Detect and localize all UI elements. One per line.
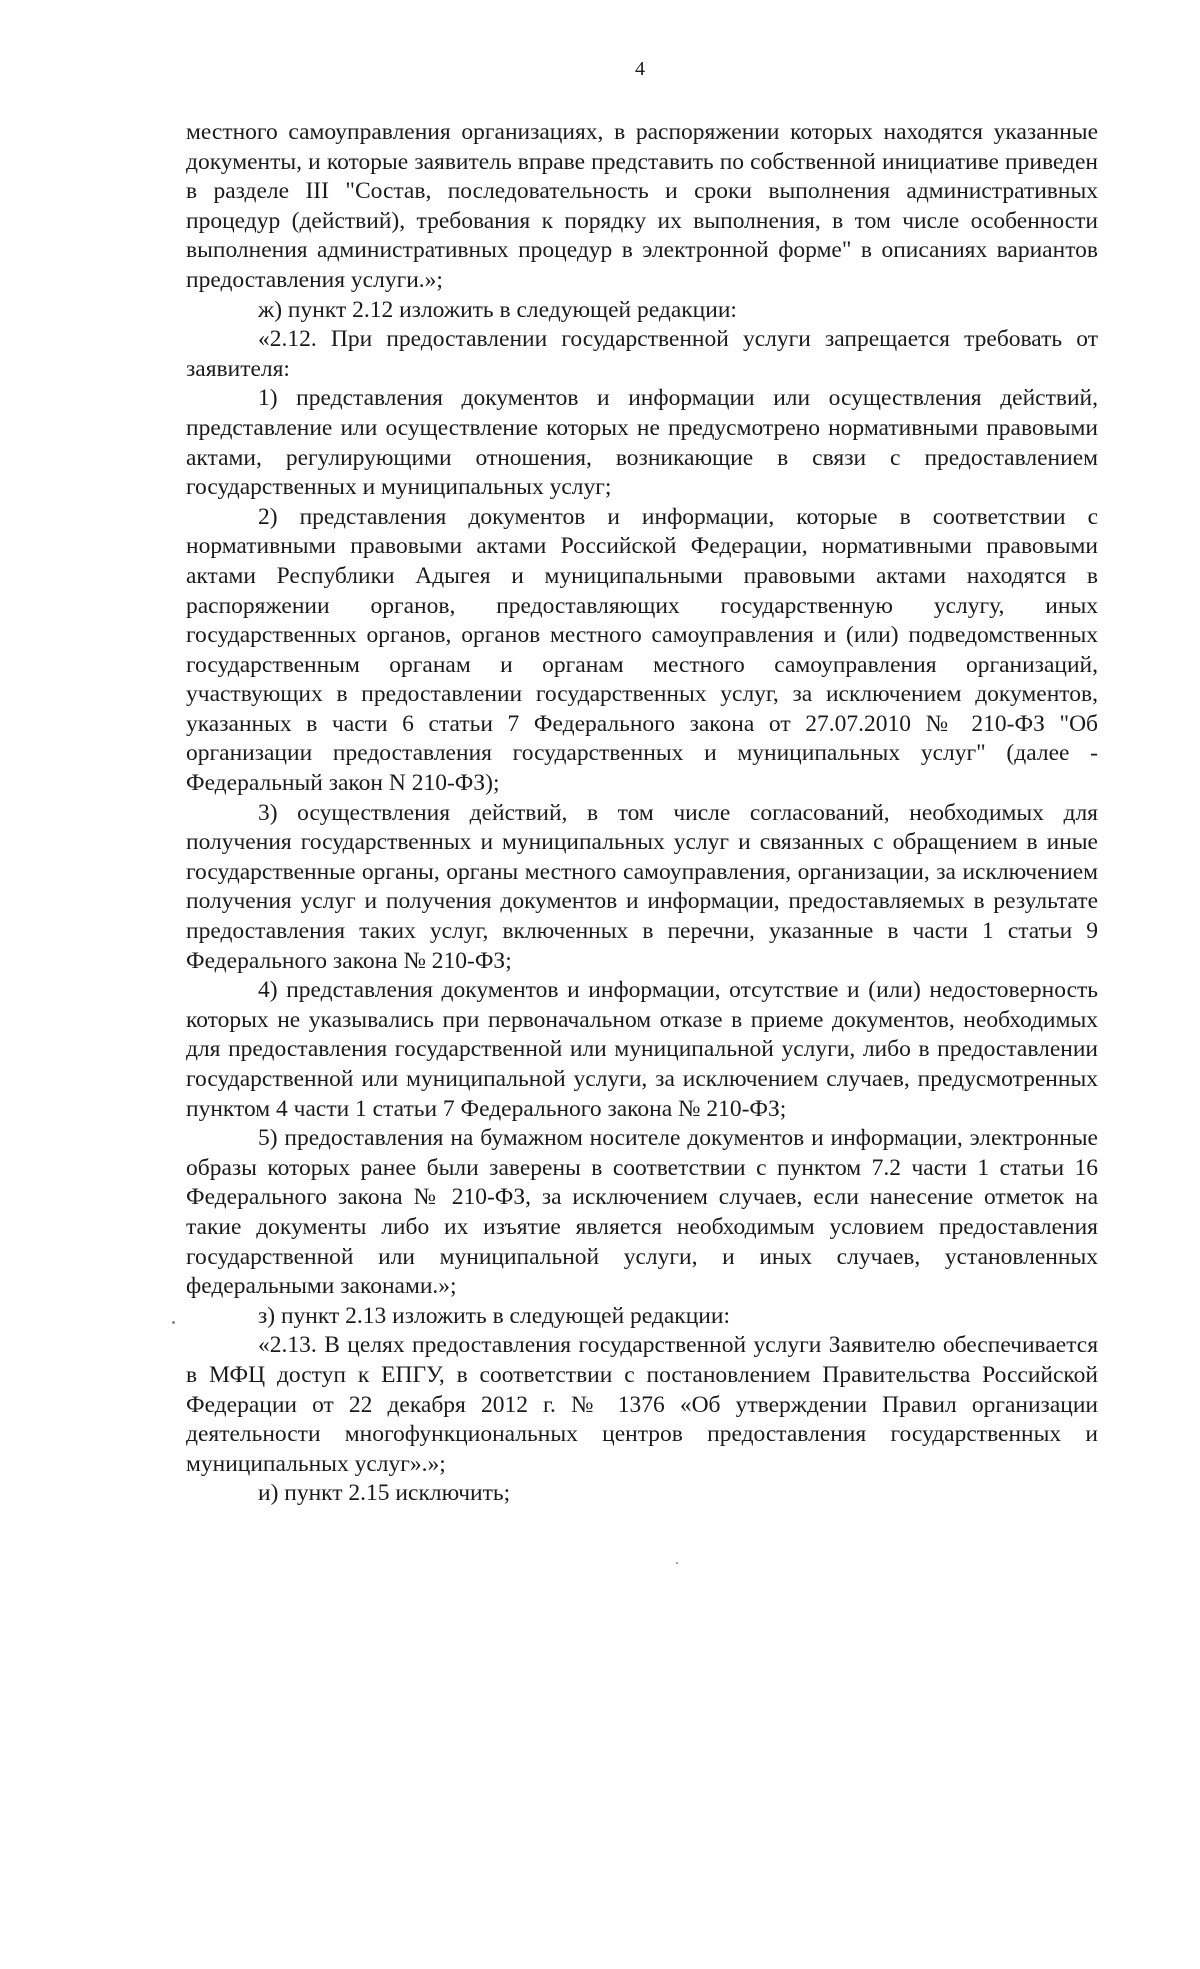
paragraph-2-12-heading: «2.12. При предоставлении государственной услуги запрещается требовать от заявителя: [186,326,1098,382]
paragraph-2-12-item-3: 3) осуществления действий, в том числе согласований, необходимых для получения государственных и муниципальных услуг и связанных с обращением в иные государственные органы, органы местного самоуправления, организации, за исключением получения услуг и получения документов и информации, предоставляемых в результате предоставления таких услуг, включенных в перечни, указанные в части 1 статьи 9 Федерального закона № 210-ФЗ; [186,799,1098,974]
paragraph-item-i: и) пункт 2.15 исключить; [258,1480,511,1507]
paragraph-2-12-item-1: 1) представления документов и информации или осуществления действий, представление или осуществление которых не предусмотрено нормативными правовыми актами, регулирующими отношения, возникающие в связи с предоставлением государственных и муниципальных услуг; [186,385,1098,501]
paragraph-2-13: «2.13. В целях предоставления государственной услуги Заявителю обеспечивается в МФЦ доступ к ЕПГУ, в соответствии с постановлением Правительства Российской Федерации от 22 декабря 2012 г. № 1376 «Об утверждении Правил организации деятельности многофункциональных центров предоставления государственных и муниципальных услуг».»; [186,1332,1098,1477]
paragraph-2-12-item-2: 2) представления документов и информации, которые в соответствии с нормативными правовыми актами Российской Федерации, нормативными правовыми актами Республики Адыгея и муниципальными правовыми актами находятся в распоряжении органов, предоставляющих государственную услугу, иных государственных органов, органов местного самоуправления и (или) подведомственных государственным органам и органам местного самоуправления организаций, участвующих в предоставлении государственных услуг, за исключением документов, указанных в части 6 статьи 7 Федерального закона от 27.07.2010 № 210-ФЗ "Об организации предоставления государственных и муниципальных услуг" (далее - Федеральный закон N 210-ФЗ); [186,503,1098,797]
paragraph-item-zh: ж) пункт 2.12 изложить в следующей редакции: [258,296,737,323]
paragraph-item-z: з) пункт 2.13 изложить в следующей редакции: [258,1302,730,1329]
paragraph-2-12-item-5: 5) предоставления на бумажном носителе документов и информации, электронные образы которых ранее были заверены в соответствии с пунктом 7.2 части 1 статьи 16 Федерального закона № 210-ФЗ, за исключением случаев, если нанесение отметок на такие документы либо их изъятие является необходимым условием предоставления государственной или муниципальной услуги, и иных случаев, установленных федеральными законами.»; [186,1125,1098,1300]
document-body [186,118,1098,1509]
page-number: 4 [635,58,645,80]
paragraph-continuation: местного самоуправления организациях, в распоряжении которых находятся указанные документы, и которые заявитель вправе представить по собственной инициативе приведен в разделе III "Состав, последовательность и сроки выполнения административных процедур (действий), требования к порядку их выполнения, в том числе особенности выполнения административных процедур в электронной форме" в описаниях вариантов предоставления услуги.»; [186,119,1098,293]
scan-speck [172,1321,175,1324]
scan-speck [676,1562,678,1564]
paragraph-2-12-item-4: 4) представления документов и информации, отсутствие и (или) недостоверность которых не указывались при первоначальном отказе в приеме документов, необходимых для предоставления государственной или муниципальной услуги, либо в предоставлении государственной или муниципальной услуги, за исключением случаев, предусмотренных пунктом 4 части 1 статьи 7 Федерального закона № 210-ФЗ; [186,977,1098,1122]
